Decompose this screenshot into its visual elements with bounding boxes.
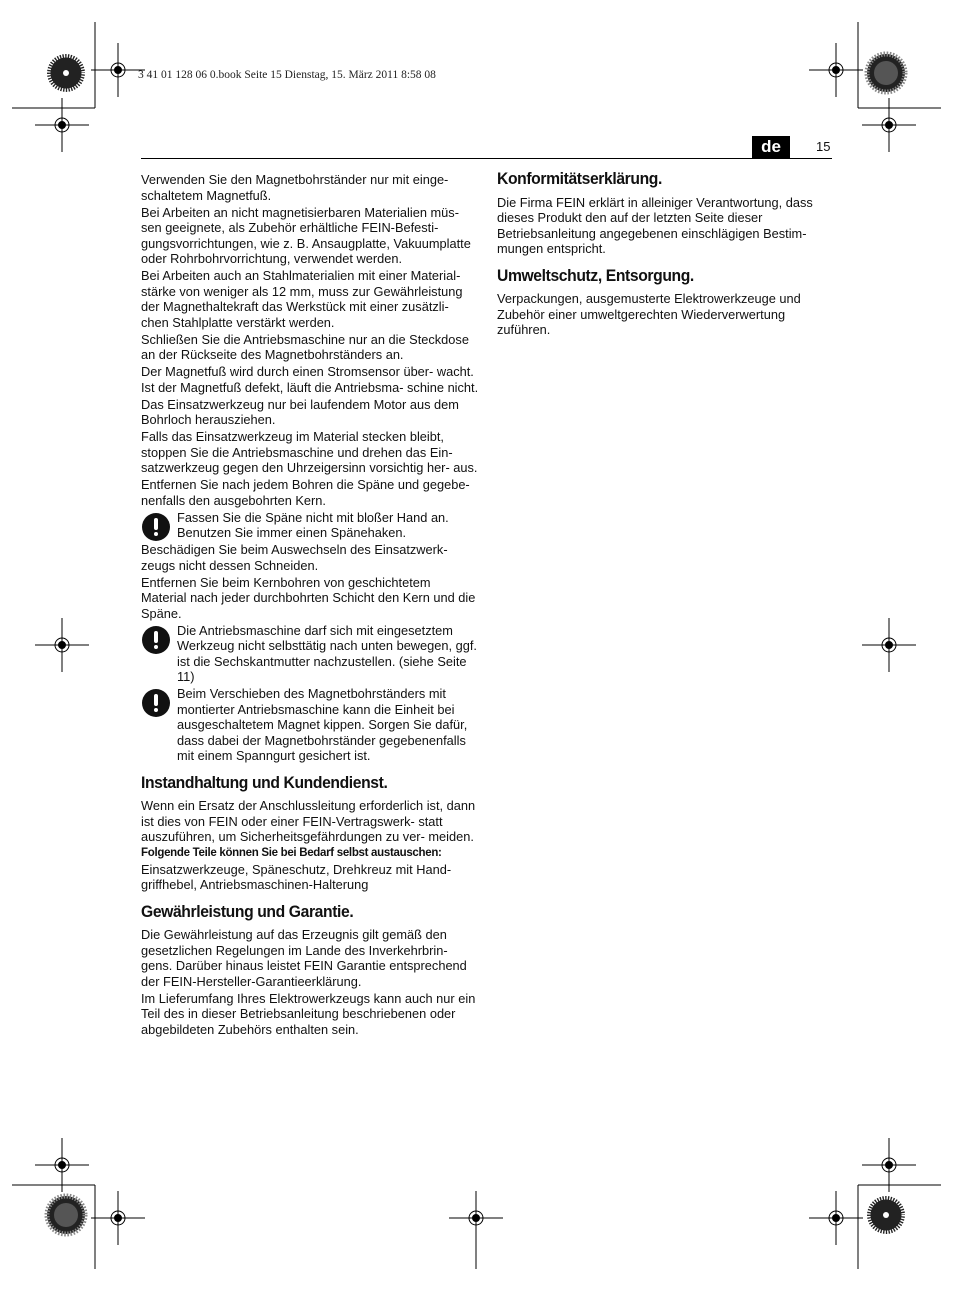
paragraph: Bei Arbeiten an nicht magnetisierbaren Materialien müs- sen geeignete, als Zubehör erhältliche FEIN-Befesti- gungsvorrichtungen, wie z. B. Ansaugplatte, Vakuumplatte oder Rohrbohrvorrichtung, verwendet werden. (141, 204, 471, 266)
page-number: 15 (816, 139, 831, 154)
paragraph: Entfernen Sie nach jedem Bohren die Späne und gegebe- nenfalls den ausgebohrten Kern. (141, 477, 470, 508)
star-targets (47, 54, 905, 1234)
warning-text: Die Antriebsmaschine darf sich mit eingesetztem Werkzeug nicht selbsttätig nach unten bewegen, ggf. ist die Sechskantmutter nachzustellen. (siehe Seite 11) (177, 622, 477, 684)
section-title-warranty: Gewährleistung und Garantie. (141, 902, 354, 921)
paragraph: Die Firma FEIN erklärt in alleiniger Verantwortung, dass dieses Produkt den auf der letzten Seite dieser Betriebsanleitung angegebenen einschlägigen Bestim- mungen entspricht. (497, 194, 813, 256)
paragraph: Wenn ein Ersatz der Anschlussleitung erforderlich ist, dann ist dies von FEIN oder einer FEIN-Vertragswerk- statt auszuführen, um Sicherheitsgefährdungen zu ver- meiden. (141, 798, 476, 844)
registration-marks (35, 43, 916, 1269)
paragraph: Falls das Einsatzwerkzeug im Material stecken bleibt, stoppen Sie die Antriebsmaschine und drehen das Ein- satzwerkzeug gegen den Uhrzeigersinn vorsichtig her- aus. (141, 429, 478, 475)
section-title-maintenance: Instandhaltung und Kundendienst. (141, 773, 388, 792)
section-title-conformity: Konformitätserklärung. (497, 170, 662, 188)
paragraph: Schließen Sie die Antriebsmaschine nur an die Steckdose an der Rückseite des Magnetbohrständers an. (141, 331, 469, 362)
paragraph: Entfernen Sie beim Kernbohren von geschichtetem Material nach jeder durchbohrten Schicht den Kern und die Späne. (141, 574, 476, 621)
parts-subheading: Folgende Teile können Sie bei Bedarf selbst austauschen: (141, 847, 442, 859)
paragraph: Verwenden Sie den Magnetbohrständer nur mit einge- schaltetem Magnetfuß. (141, 172, 449, 203)
print-slug: 3 41 01 128 06 0.book Seite 15 Dienstag, 15. März 2011 8:58 08 (138, 69, 436, 81)
parts-list: Einsatzwerkzeuge, Späneschutz, Drehkreuz mit Hand- griffhebel, Antriebsmaschinen-Halterung (141, 861, 452, 892)
paragraph: Verpackungen, ausgemusterte Elektrowerkzeuge und Zubehör einer umweltgerechten Wiederverwertung zuführen. (497, 291, 801, 337)
paragraph: Bei Arbeiten auch an Stahlmaterialien mit einer Material- stärke von weniger als 12 mm, muss zur Gewährleistung der Magnethaltekraft das Werkstück mit einer zusätzli- chen Stahlplatte verstärkt werden. (141, 268, 463, 330)
paragraph: Die Gewährleistung auf das Erzeugnis gilt gemäß den gesetzlichen Regelungen im Lande des Inverkehrbrin- gens. Darüber hinaus leistet FEIN Garantie entsprechend der FEIN-Hersteller-Garantieerklärung. (141, 927, 467, 989)
language-badge: de (752, 136, 790, 158)
warning-text-tail: dass dabei der Magnetbohrständer gegebenenfalls mit einem Spanngurt gesichert ist. (177, 732, 466, 763)
paragraph: Der Magnetfuß wird durch einen Stromsensor über- wacht. Ist der Magnetfuß defekt, läuft die Antriebsma- schine nicht. (141, 364, 479, 395)
warning-text-lines: Beim Verschieben des Magnetbohrständers mit montierter Antriebsmaschine kann die Einheit bei ausgeschaltetem Magnet kippen. Sorgen Sie dafür, (177, 686, 468, 732)
paragraph: Beschädigen Sie beim Auswechseln des Einsatzwerk- zeugs nicht dessen Schneiden. (141, 542, 448, 573)
paragraph: Das Einsatzwerkzeug nur bei laufendem Motor aus dem Bohrloch herausziehen. (141, 396, 459, 427)
section-title-environment: Umweltschutz, Entsorgung. (497, 266, 694, 285)
warning-text: Fassen Sie die Späne nicht mit bloßer Hand an. Benutzen Sie immer einen Spänehaken. (177, 509, 449, 540)
paragraph: Im Lieferumfang Ihres Elektrowerkzeugs kann auch nur ein Teil des in dieser Betriebsanleitung beschriebenen oder abgebildeten Zubehörs enthalten sein. (141, 990, 476, 1037)
